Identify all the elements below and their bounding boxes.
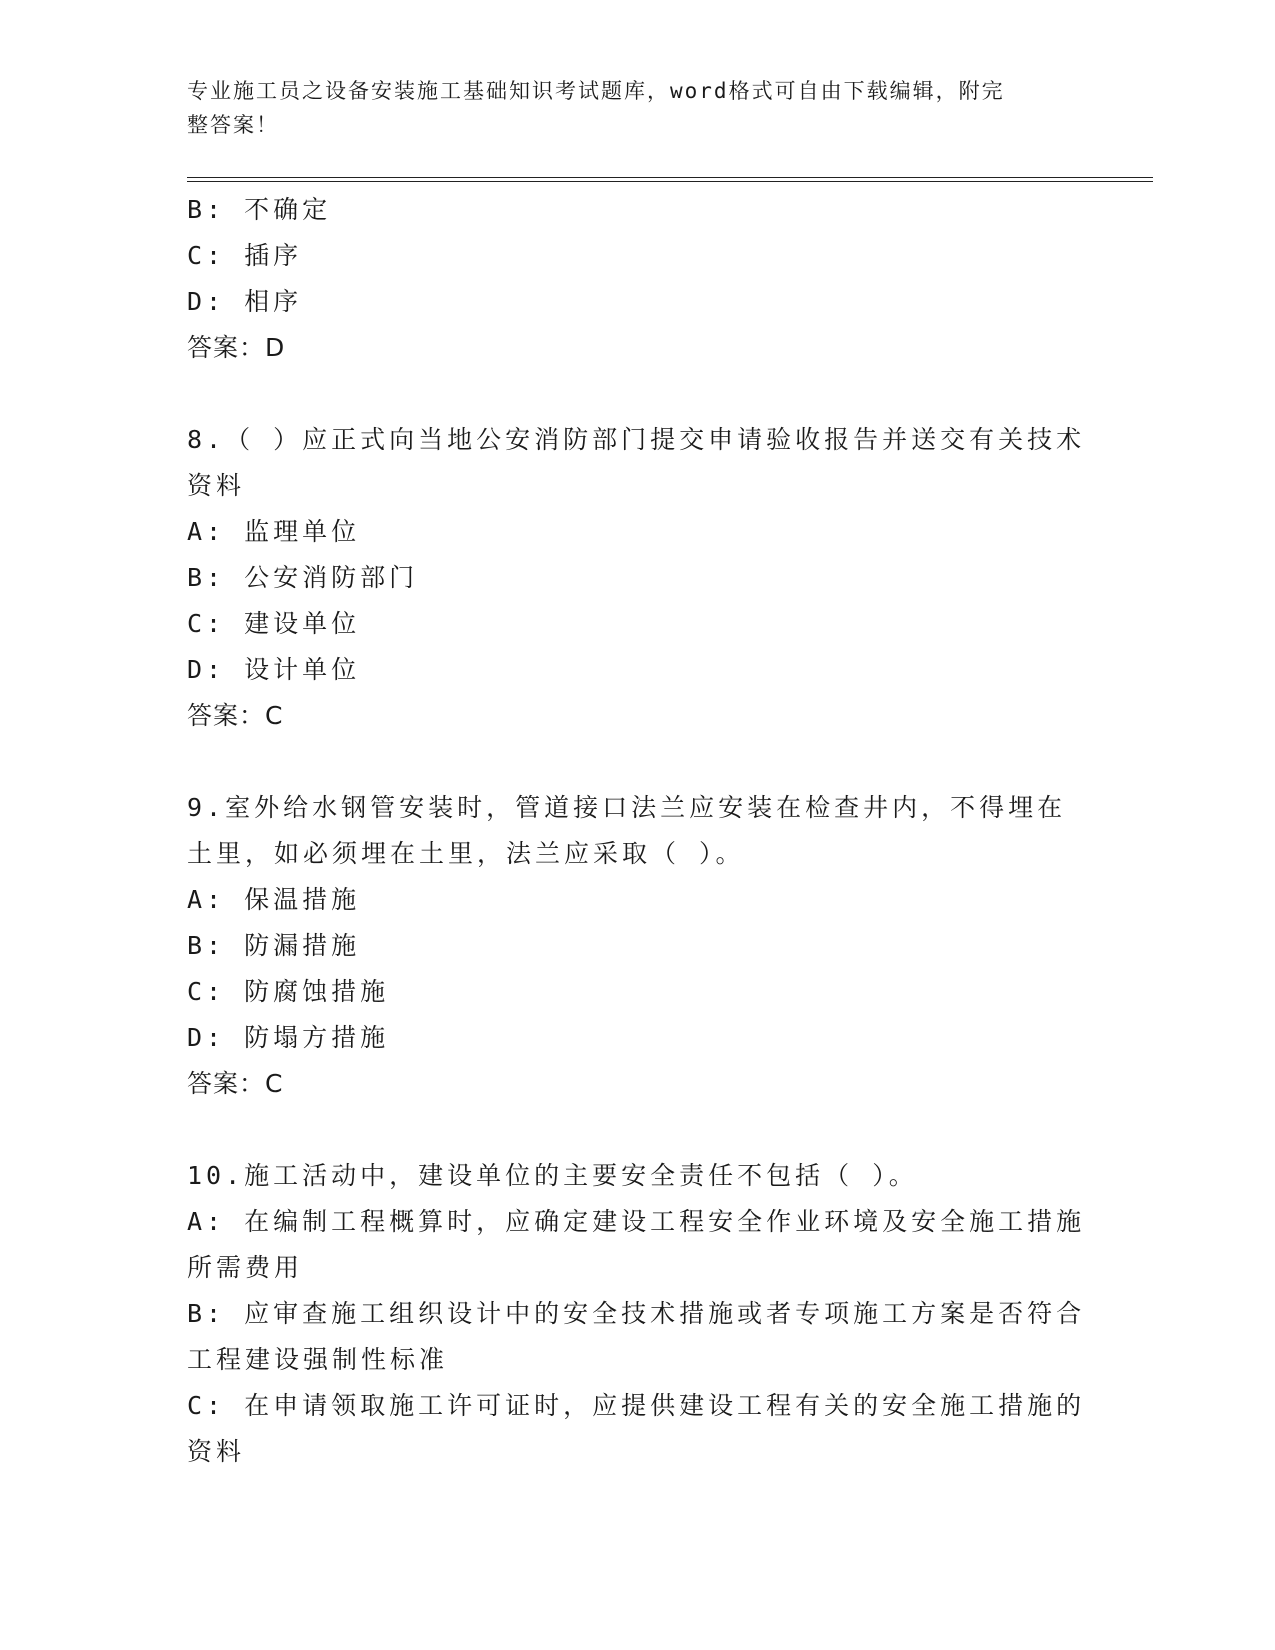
question-stem-continued: 资料 xyxy=(187,471,246,500)
question-7-fragment xyxy=(187,187,1087,371)
header-divider xyxy=(187,177,1153,182)
option-a: A: 监理单位 xyxy=(187,517,361,546)
option-b: B: 不确定 xyxy=(187,195,332,224)
option-c: C: 在申请领取施工许可证时，应提供建设工程有关的安全施工措施的 xyxy=(187,1391,1086,1420)
option-d: D: 相序 xyxy=(187,287,303,316)
spacer xyxy=(187,1107,1087,1153)
option-b: B: 防漏措施 xyxy=(187,931,361,960)
question-10 xyxy=(187,1153,1087,1475)
option-b: B: 公安消防部门 xyxy=(187,563,419,592)
question-stem: 8.（ ）应正式向当地公安消防部门提交申请验收报告并送交有关技术 xyxy=(187,425,1086,454)
answer-line: 答案：D xyxy=(187,333,286,362)
question-9 xyxy=(187,785,1087,1107)
option-d: D: 设计单位 xyxy=(187,655,361,684)
document-body xyxy=(187,187,1087,1475)
option-a: A: 在编制工程概算时，应确定建设工程安全作业环境及安全施工措施 xyxy=(187,1207,1086,1236)
answer-line: 答案：C xyxy=(187,701,284,730)
option-b: B: 应审查施工组织设计中的安全技术措施或者专项施工方案是否符合 xyxy=(187,1299,1086,1328)
header-line-2: 整答案！ xyxy=(187,113,279,137)
spacer xyxy=(187,371,1087,417)
option-c: C: 建设单位 xyxy=(187,609,361,638)
spacer xyxy=(187,739,1087,785)
answer-line: 答案：C xyxy=(187,1069,284,1098)
question-stem: 9.室外给水钢管安装时，管道接口法兰应安装在检查井内，不得埋在 xyxy=(187,793,1067,822)
option-c: C: 插序 xyxy=(187,241,303,270)
question-8 xyxy=(187,417,1087,739)
option-d: D: 防塌方措施 xyxy=(187,1023,390,1052)
option-b-continued: 工程建设强制性标准 xyxy=(187,1345,449,1374)
question-stem-continued: 土里，如必须埋在土里，法兰应采取（ ）。 xyxy=(187,839,745,868)
document-header xyxy=(187,74,1067,142)
option-c-continued: 资料 xyxy=(187,1437,246,1466)
question-stem: 10.施工活动中，建设单位的主要安全责任不包括（ ）。 xyxy=(187,1161,918,1190)
option-a-continued: 所需费用 xyxy=(187,1253,304,1282)
header-line-1: 专业施工员之设备安装施工基础知识考试题库，word格式可自由下载编辑，附完 xyxy=(187,79,1005,103)
option-c: C: 防腐蚀措施 xyxy=(187,977,390,1006)
option-a: A: 保温措施 xyxy=(187,885,361,914)
